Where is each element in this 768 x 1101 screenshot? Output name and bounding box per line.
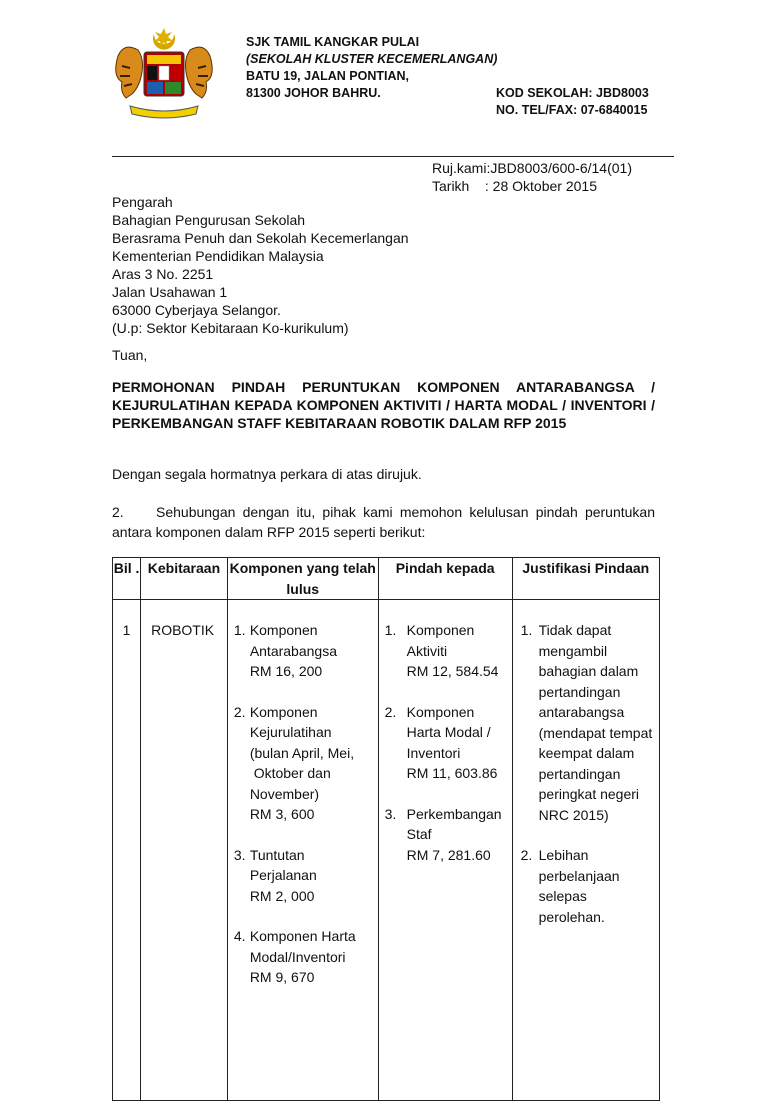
letter-subject: PERMOHONAN PINDAH PERUNTUKAN KOMPONEN ANTARABANGSA / KEJURULATIHAN KEPADA KOMPONEN AKTIVITI / HARTA MODAL / INVENTORI / PERKEMBANGAN STAFF KEBITARAAN ROBOTIK DALAM RFP 2015 xyxy=(112,379,655,431)
komponen-list xyxy=(228,600,378,988)
cell-kebitaraan xyxy=(141,600,228,1101)
list-item-line: pertandingan xyxy=(538,683,621,700)
paragraph-2-text: Sehubungan dengan itu, pihak kami memohon kelulusan pindah peruntukan antara komponen dalam RFP 2015 seperti berikut: xyxy=(112,504,655,540)
list-item xyxy=(228,926,378,988)
list-item-line: Komponen xyxy=(249,622,318,638)
table-header-row xyxy=(113,558,660,600)
pindah-list xyxy=(379,600,512,865)
list-gap xyxy=(379,682,512,702)
list-item-line: Perjalanan xyxy=(249,867,317,883)
recipient-line: Berasrama Penuh dan Sekolah Kecemerlangan xyxy=(112,230,409,246)
list-item-line: RM 7, 281.60 xyxy=(406,846,491,863)
cell-komponen xyxy=(227,600,378,1101)
list-item xyxy=(228,620,378,682)
list-item-line: NRC 2015) xyxy=(538,806,609,823)
list-item-line: keempat dalam xyxy=(538,745,635,761)
paragraph-2 xyxy=(112,502,655,542)
recipient-line: 63000 Cyberjaya Selangor. xyxy=(112,302,281,318)
list-item xyxy=(513,845,659,927)
list-item xyxy=(513,620,659,825)
header-pindah: Pindah kepada xyxy=(378,558,512,600)
kebitaraan-value: ROBOTIK xyxy=(151,622,215,638)
header-divider xyxy=(112,156,674,157)
list-item-number: 4. xyxy=(233,928,246,944)
list-gap xyxy=(513,825,659,845)
list-item-line: Oktober dan xyxy=(249,765,331,781)
list-item-line: Perkembangan xyxy=(406,805,502,822)
recipient-line: Kementerian Pendidikan Malaysia xyxy=(112,248,324,264)
school-address-line2: 81300 JOHOR BAHRU. xyxy=(246,86,381,100)
recipient-line: Aras 3 No. 2251 xyxy=(112,266,214,282)
recipient-line: (U.p: Sektor Kebitaraan Ko-kurikulum) xyxy=(112,320,349,336)
cell-bil xyxy=(113,600,141,1101)
list-item-line: bahagian dalam xyxy=(538,663,639,679)
list-gap xyxy=(228,682,378,702)
list-item xyxy=(228,702,378,825)
list-item-line: Kejurulatihan xyxy=(249,724,332,740)
list-item-line: (bulan April, Mei, xyxy=(249,744,355,761)
list-item-line: RM 9, 670 xyxy=(249,969,315,985)
table-row xyxy=(113,600,660,1101)
school-tel-fax: NO. TEL/FAX: 07-6840015 xyxy=(496,103,648,117)
list-item-number: 1. xyxy=(520,622,533,638)
list-item-line: mengambil xyxy=(538,642,608,659)
list-item-line: Tuntutan xyxy=(249,846,305,863)
list-item-line: Tidak dapat xyxy=(538,622,612,638)
header-justifikasi: Justifikasi Pindaan xyxy=(512,558,659,600)
cell-pindah xyxy=(378,600,512,1101)
list-item-line: perolehan. xyxy=(538,908,605,925)
recipient-line: Jalan Usahawan 1 xyxy=(112,284,228,300)
school-cluster: (SEKOLAH KLUSTER KECEMERLANGAN) xyxy=(246,52,498,66)
recipient-line: Pengarah xyxy=(112,194,173,210)
list-item-line: pertandingan xyxy=(538,765,621,782)
list-item-line: RM 2, 000 xyxy=(249,887,315,904)
list-item-line: Harta Modal / xyxy=(406,724,491,740)
list-item-line: Inventori xyxy=(406,744,461,761)
allocation-table xyxy=(112,557,660,1101)
list-item-number: 2. xyxy=(384,703,397,720)
list-item-number: 2. xyxy=(520,847,533,863)
list-item-line: RM 11, 603.86 xyxy=(406,765,498,781)
list-item xyxy=(379,702,512,784)
list-item-number: 1. xyxy=(384,622,397,638)
list-gap xyxy=(228,906,378,926)
reference-number: Ruj.kami:JBD8003/600-6/14(01) xyxy=(432,160,632,176)
list-item xyxy=(228,845,378,907)
list-item xyxy=(379,804,512,866)
list-item-line: Staf xyxy=(406,826,432,842)
list-item-number: 3. xyxy=(233,846,246,863)
justifikasi-list xyxy=(513,600,659,927)
list-item-line: RM 12, 584.54 xyxy=(406,663,499,679)
list-item-line: antarabangsa xyxy=(538,704,625,720)
malaysia-coat-of-arms-icon xyxy=(104,26,224,122)
list-item-number: 3. xyxy=(384,805,397,822)
header-kebitaraan: Kebitaraan xyxy=(141,558,228,600)
recipient-line: Bahagian Pengurusan Sekolah xyxy=(112,212,306,228)
school-name: SJK TAMIL KANGKAR PULAI xyxy=(246,35,420,49)
list-item-line: (mendapat tempat xyxy=(538,724,653,741)
list-item-line: selepas xyxy=(538,888,587,904)
list-item-line: Lebihan xyxy=(538,847,589,863)
list-item-line: November) xyxy=(249,785,320,802)
list-item xyxy=(379,620,512,682)
paragraph-2-number: 2. xyxy=(112,504,124,520)
list-item-number: 1. xyxy=(233,622,246,638)
school-address-line1: BATU 19, JALAN PONTIAN, xyxy=(246,69,409,83)
salutation: Tuan, xyxy=(112,347,148,363)
list-item-line: Aktiviti xyxy=(406,642,448,659)
letter-date: Tarikh : 28 Oktober 2015 xyxy=(432,178,597,194)
list-gap xyxy=(379,784,512,804)
header-bil: Bil . xyxy=(113,558,141,600)
list-item-line: Komponen xyxy=(249,703,318,720)
list-item-line: Komponen xyxy=(406,622,475,638)
recipient-address xyxy=(112,193,409,337)
list-item-line: peringkat negeri xyxy=(538,786,640,802)
list-item-number: 2. xyxy=(233,703,246,720)
list-item-line: RM 16, 200 xyxy=(249,663,323,679)
list-item-line: Komponen xyxy=(406,703,475,720)
list-item-line: Komponen Harta xyxy=(249,928,356,944)
bil-value: 1 xyxy=(122,622,131,638)
header-komponen: Komponen yang telah lulus xyxy=(227,558,378,600)
paragraph-1: Dengan segala hormatnya perkara di atas dirujuk. xyxy=(112,466,422,482)
list-item-line: RM 3, 600 xyxy=(249,806,315,822)
cell-justifikasi xyxy=(512,600,659,1101)
list-item-line: Modal/Inventori xyxy=(249,948,346,965)
list-item-line: perbelanjaan xyxy=(538,867,620,884)
list-item-line: Antarabangsa xyxy=(249,642,337,659)
list-gap xyxy=(228,825,378,845)
school-code: KOD SEKOLAH: JBD8003 xyxy=(496,86,649,100)
